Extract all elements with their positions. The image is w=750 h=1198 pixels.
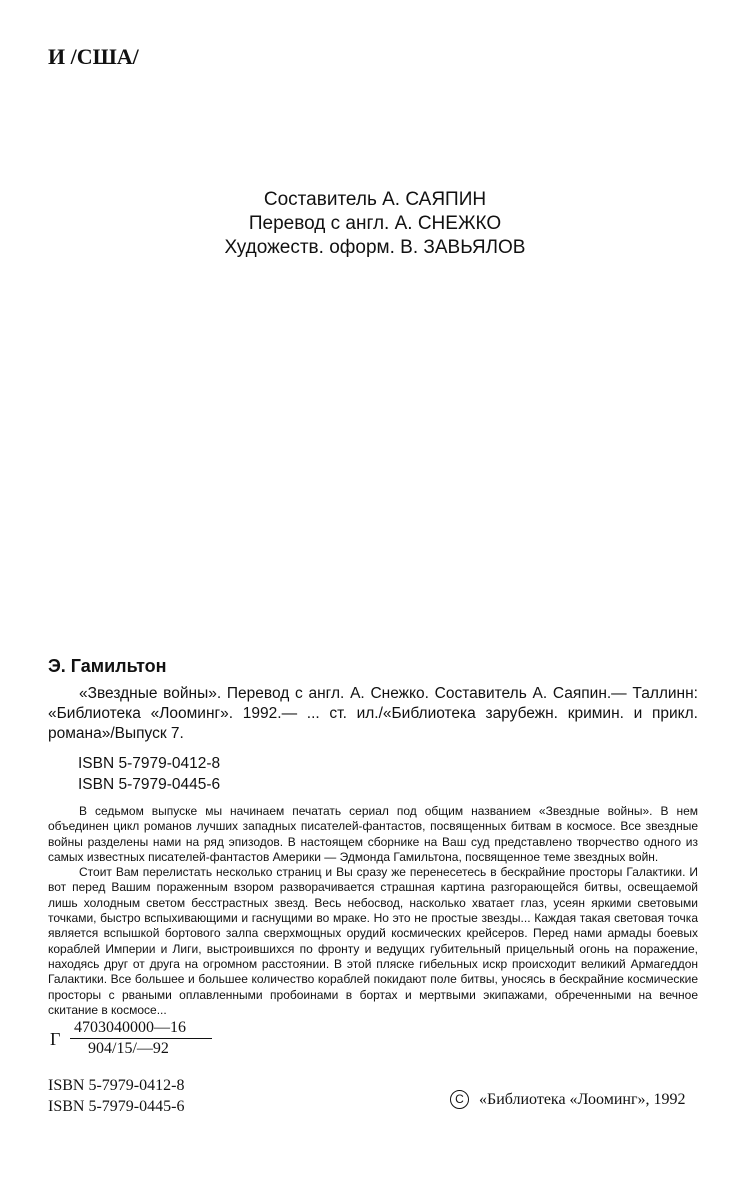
isbn-list-upper bbox=[78, 753, 220, 795]
author-heading: Э. Гамильтон bbox=[48, 656, 167, 676]
isbn-line: ISBN 5-7979-0412-8 bbox=[48, 1077, 185, 1094]
credits-block bbox=[0, 188, 750, 260]
classification-denominator: 904/15/—92 bbox=[88, 1040, 169, 1057]
series-mark: И /США/ bbox=[48, 44, 139, 69]
copyright-line bbox=[450, 1090, 686, 1109]
isbn-line: ISBN 5-7979-0445-6 bbox=[78, 776, 221, 793]
isbn-line: ISBN 5-7979-0445-6 bbox=[48, 1098, 185, 1115]
compiler-credit: Составитель А. САЯПИН bbox=[263, 189, 487, 210]
artist-credit: Художеств. оформ. В. ЗАВЬЯЛОВ bbox=[224, 237, 526, 258]
bibliographic-entry: «Звездные войны». Перевод с англ. А. Снежко. Составитель А. Саяпин.— Таллинн: «Библиотека «Лооминг». 1992.— ... ст. ил./«Библиотека зарубежн. кримин. и прикл. романа»/Выпуск 7. bbox=[48, 685, 698, 742]
abstract-paragraph: Стоит Вам перелистать несколько страниц и Вы сразу же перенесетесь в бескрайние просторы Галактики. И вот перед Вашим пораженным взором разворачивается страшная картина разгорающейся битвы, освещаемой лишь холодным светом бесстрастных звезд. Весь небосвод, насколько хватает глаз, усеян яркими световыми точками, быстро вспыхивающими и гаснущими во мраке. Но это не простые звезды... Каждая такая световая точка является вспышкой бортового залпа сверхмощных орудий космических крейсеров. Перед нами армады боевых кораблей Империи и Лиги, выстроившихся по фронту и ведущих губительный прицельный огонь на поражение, находясь друг от друга на огромном расстоянии. В этой пляске гибельных искр происходит великий Армагеддон Галактики. Все большее и большее количество кораблей покидают поле битвы, уносясь в бескрайние космические просторы с рваными оплавленными пробоинами в бортах и мертвыми экипажами, обреченными на вечное скитание в космосе... bbox=[48, 865, 698, 1017]
classification-numerator: 4703040000—16 bbox=[74, 1019, 186, 1036]
classification-letter: Г bbox=[50, 1029, 61, 1049]
isbn-line: ISBN 5-7979-0412-8 bbox=[78, 755, 221, 772]
abstract bbox=[48, 804, 698, 1018]
isbn-list-lower bbox=[48, 1075, 184, 1117]
abstract-paragraph: В седьмом выпуске мы начинаем печатать сериал под общим названием «Звездные войны». В нем объединен цикл романов лучших западных писателей-фантастов, посвященных битвам в космосе. Все звездные войны разделены нами на ряд эпизодов. В настоящем сборнике на Ваш суд представлено творчество одного из самых известных писателей-фантастов Америки — Эдмонда Гамильтона, посвященное теме звездных войн. bbox=[48, 804, 698, 864]
copyright-text: «Библиотека «Лооминг», 1992 bbox=[479, 1090, 686, 1108]
translator-credit: Перевод с англ. А. СНЕЖКО bbox=[248, 213, 502, 234]
copyright-icon: C bbox=[450, 1090, 469, 1109]
